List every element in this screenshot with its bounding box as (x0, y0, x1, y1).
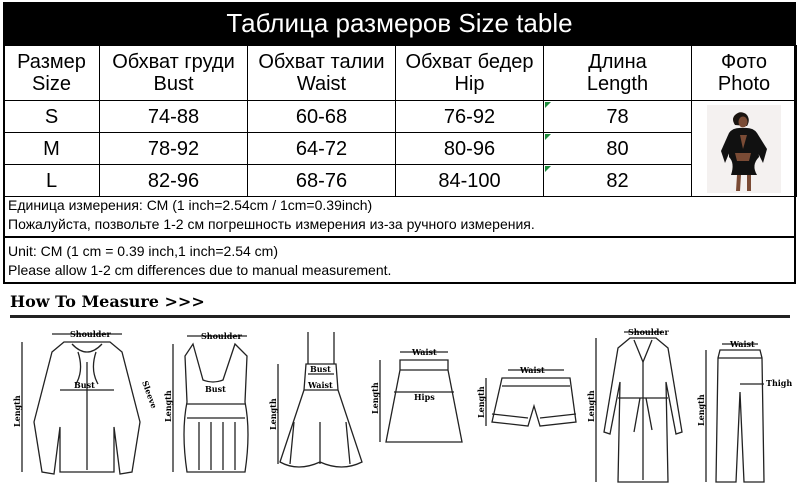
bust-label: Bust (205, 384, 226, 394)
header-bust-en: Bust (153, 73, 194, 95)
cell-waist: 64-72 (248, 133, 396, 165)
cell-hip: 76-92 (396, 101, 544, 133)
header-waist-en: Waist (296, 73, 347, 95)
model-figure-image (707, 105, 781, 193)
notes-ru-tolerance: Пожалуйста, позвольте 1-2 см погрешность измерения из-за ручного измерения. (8, 216, 535, 232)
cell-waist: 60-68 (248, 101, 396, 133)
header-size-ru: Размер (17, 51, 86, 73)
coat-dress-diagram (586, 322, 695, 487)
length-label: Length (268, 398, 278, 430)
slip-dress-diagram (268, 322, 367, 487)
corner-mark (545, 134, 551, 140)
table-row (4, 101, 797, 133)
size-table (3, 45, 797, 197)
photo-cell (692, 101, 797, 197)
length-label: Length (370, 382, 380, 414)
header-bust (100, 46, 248, 101)
cell-bust: 82-96 (100, 165, 248, 197)
header-photo (692, 46, 797, 101)
hips-label: Hips (414, 392, 435, 402)
header-size-en: Size (32, 73, 71, 95)
waist-label: Waist (308, 380, 333, 390)
notes-en-unit: Unit: CM (1 cm = 0.39 inch,1 inch=2.54 cm) (8, 243, 278, 259)
cell-length-value: 78 (606, 105, 629, 128)
length-label: Length (12, 395, 22, 427)
header-photo-en: Photo (717, 73, 771, 95)
cell-waist: 68-76 (248, 165, 396, 197)
header-photo-ru: Фото (721, 51, 767, 73)
header-waist (248, 46, 396, 101)
cell-size: L (4, 165, 100, 197)
skirt-diagram (372, 322, 472, 487)
header-row (4, 46, 797, 101)
header-length-en: Length (586, 73, 649, 95)
cell-length-value: 82 (606, 169, 629, 192)
blouse-diagram (12, 322, 162, 487)
shoulder-label: Shoulder (201, 331, 242, 341)
how-to-measure-heading: How To Measure >>> (10, 292, 205, 311)
cell-length (544, 165, 692, 197)
cell-length (544, 101, 692, 133)
table-row (4, 133, 797, 165)
notes-russian (3, 194, 796, 237)
cell-hip: 80-96 (396, 133, 544, 165)
cell-bust: 78-92 (100, 133, 248, 165)
waist-label: Waist (412, 347, 437, 357)
cell-hip: 84-100 (396, 165, 544, 197)
cell-size: M (4, 133, 100, 165)
vest-top-diagram (165, 322, 265, 487)
length-label: Length (696, 394, 706, 426)
cell-length-value: 80 (606, 137, 629, 160)
header-size (4, 46, 100, 101)
product-photo (707, 105, 781, 193)
header-hip-ru: Обхват бедер (405, 51, 534, 73)
corner-mark (545, 166, 551, 172)
cell-length (544, 133, 692, 165)
shoulder-label: Shoulder (70, 329, 111, 339)
waist-label: Waist (730, 339, 755, 349)
cell-size: S (4, 101, 100, 133)
length-label: Length (476, 386, 486, 418)
corner-mark (545, 102, 551, 108)
cell-bust: 74-88 (100, 101, 248, 133)
divider (10, 315, 790, 318)
bust-label: Bust (74, 380, 95, 390)
notes-ru-unit: Единица измерения: СМ (1 inch=2.54cm / 1cm=0.39inch) (8, 197, 373, 213)
length-label: Length (586, 390, 596, 422)
header-waist-ru: Обхват талии (258, 51, 385, 73)
header-bust-ru: Обхват груди (112, 51, 235, 73)
shorts-diagram (478, 322, 588, 487)
trousers-diagram (698, 322, 796, 487)
sleeve-label: Sleeve (140, 379, 160, 410)
header-length (544, 46, 692, 101)
notes-english (3, 237, 796, 284)
length-label: Length (163, 390, 173, 422)
header-hip (396, 46, 544, 101)
waist-label: Waist (520, 365, 545, 375)
size-table-title: Таблица размеров Size table (3, 2, 796, 45)
notes-en-tolerance: Please allow 1-2 cm differences due to manual measurement. (8, 262, 392, 278)
header-length-ru: Длина (588, 51, 647, 73)
shoulder-label: Shoulder (628, 327, 669, 337)
thigh-label: Thigh (766, 378, 793, 388)
bust-label: Bust (310, 364, 331, 374)
header-hip-en: Hip (454, 73, 485, 95)
table-row (4, 165, 797, 197)
